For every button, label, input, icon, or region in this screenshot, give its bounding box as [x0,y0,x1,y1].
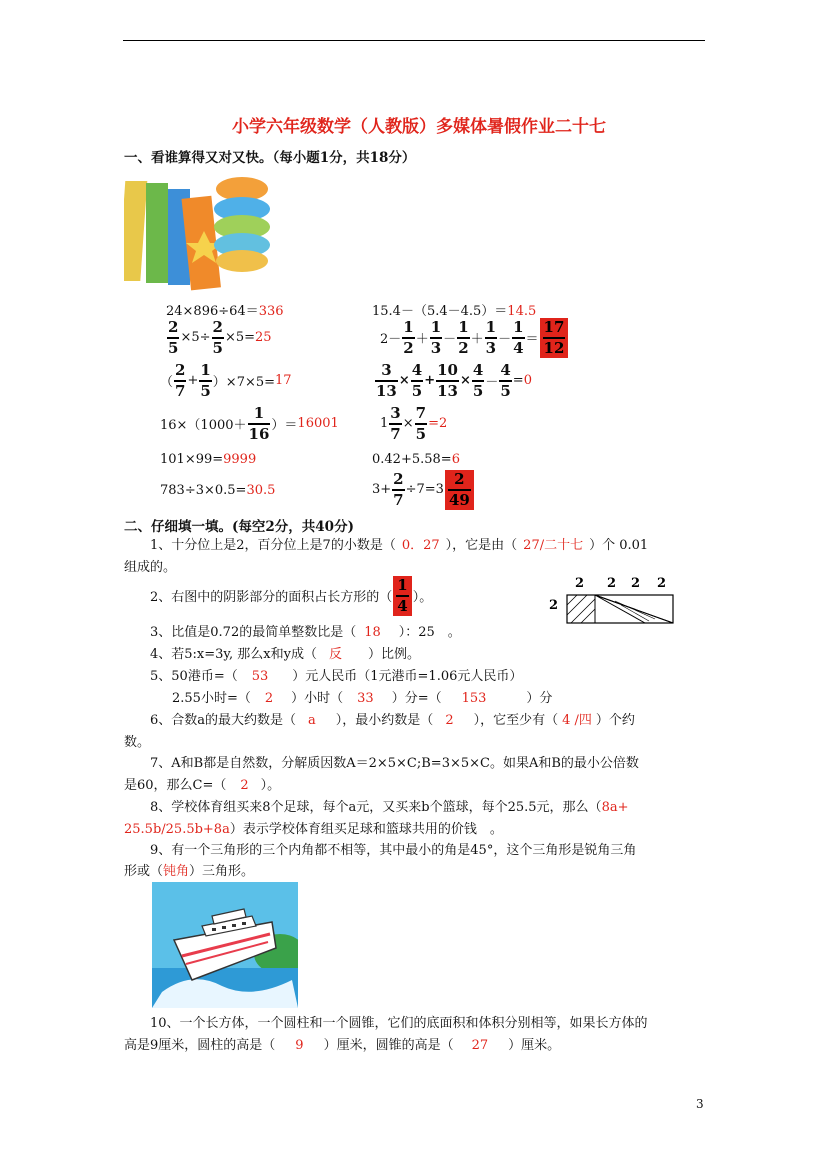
calc-5-left: 101×99=9999 [160,452,257,467]
page-title: 小学六年级数学（人教版）多媒体暑假作业二十七 [232,117,606,137]
figure-top-label-2: 2 [607,576,617,591]
q9-line1: 9、有一个三角形的三个内角都不相等，其中最小的角是45°，这个三角形是锐角三角 [150,843,637,858]
q7-line1: 7、A和B都是自然数，分解质因数A＝2×5×C;B=3×5×C。如果A和B的最小公倍数 [150,756,639,771]
calc-6-right: 3+ $\frac{2}{7}$ ÷7=3 $\frac{2}{49}$ [372,470,475,510]
section1-heading: 一、看谁算得又对又快。（每小题1分，共18分） [124,150,416,166]
q6-line1: 6、合数a的最大约数是（ a ），最小约数是（ 2 ），它至少有（ 4 /四 ）个约 [150,713,635,728]
calc-2-left: $\frac{2}{5}$ ×5÷ $\frac{2}{5}$ ×5= 25 [168,318,272,357]
q10-line2: 高是9厘米，圆柱的高是（ 9 ）厘米，圆锥的高是（ 27 ）厘米。 [124,1038,561,1053]
q9-line2: 形或（钝角）三角形。 [124,864,255,879]
calc-3-left: （ $\frac{2}{7}$ + $\frac{1}{5}$ ）×7×5= 17 [160,361,292,400]
page-number: 3 [696,1097,704,1111]
q5-line2: 2.55小时=（ 2 ）小时（ 33 ）分=（ 153 ）分 [172,691,553,706]
calc-2-right: 2－ $\frac{1}{2}$ ＋ $\frac{1}{3}$ － $\frac{1}{2}$ ＋ $\frac{1}{3}$ － $\frac{1}{4}$ ＝ $\frac{17}{12}$ [380,318,569,358]
q2-line: 2、右图中的阴影部分的面积占长方形的（ $\frac{1}{4}$ ）。 [150,576,433,615]
q10-line1: 10、一个长方体，一个圆柱和一个圆锥，它们的底面积和体积分别相等，如果长方体的 [150,1016,648,1031]
q1-line2: 组成的。 [124,560,177,575]
figure-top-label-3: 2 [631,576,641,591]
ship-image [152,882,298,1008]
q3-line: 3、比值是0.72的最简单整数比是（ 18 ）：25 。 [150,625,461,640]
books-image [124,171,272,291]
q4-line: 4、若5:x=3y, 那么x和y成（ 反 ）比例。 [150,647,421,662]
calc-5-right: 0.42+5.58=6 [372,452,460,467]
q7-line2: 是60，那么C=（ 2 ）。 [124,778,281,793]
q8-line1: 8、学校体育组买来8个足球，每个a元，又买来b个篮球，每个25.5元，那么（8a+ [150,800,629,815]
q5-line1: 5、50港币=（ 53 ）元人民币（1元港币=1.06元人民币） [150,669,523,684]
calc-1-left: 24×896÷64＝336 [166,304,284,319]
calc-6-left: 783÷3×0.5=30.5 [160,483,276,498]
figure-top-label-1: 2 [575,576,585,591]
calc-4-left: 16×（1000＋ $\frac{1}{16}$ ）＝ 16001 [160,404,339,443]
q8-line2: 25.5b/25.5b+8a）表示学校体育组买足球和篮球共用的价钱 。 [124,822,503,837]
calc-4-right: 1 $\frac{3}{7}$ × $\frac{7}{5}$ =2 [380,404,448,443]
shaded-rectangle-figure [545,575,675,627]
calc-1-right: 15.4－（5.4－4.5）＝14.5 [372,304,537,319]
q6-line2: 数。 [124,735,151,750]
figure-side-label: 2 [549,598,559,613]
header-rule [123,40,705,41]
section2-heading: 二、仔细填一填。(每空2分，共40分) [124,519,354,535]
q1-line1: 1、十分位上是2，百分位上是7的小数是（ 0．27 ），它是由（ 27/二十七 ）个 0.01 [150,538,649,553]
calc-3-right: $\frac{3}{13}$ × $\frac{4}{5}$ + $\frac{10}{13}$ × $\frac{4}{5}$ － $\frac{4}{5}$ = 0 [376,361,532,400]
figure-top-label-4: 2 [657,576,667,591]
